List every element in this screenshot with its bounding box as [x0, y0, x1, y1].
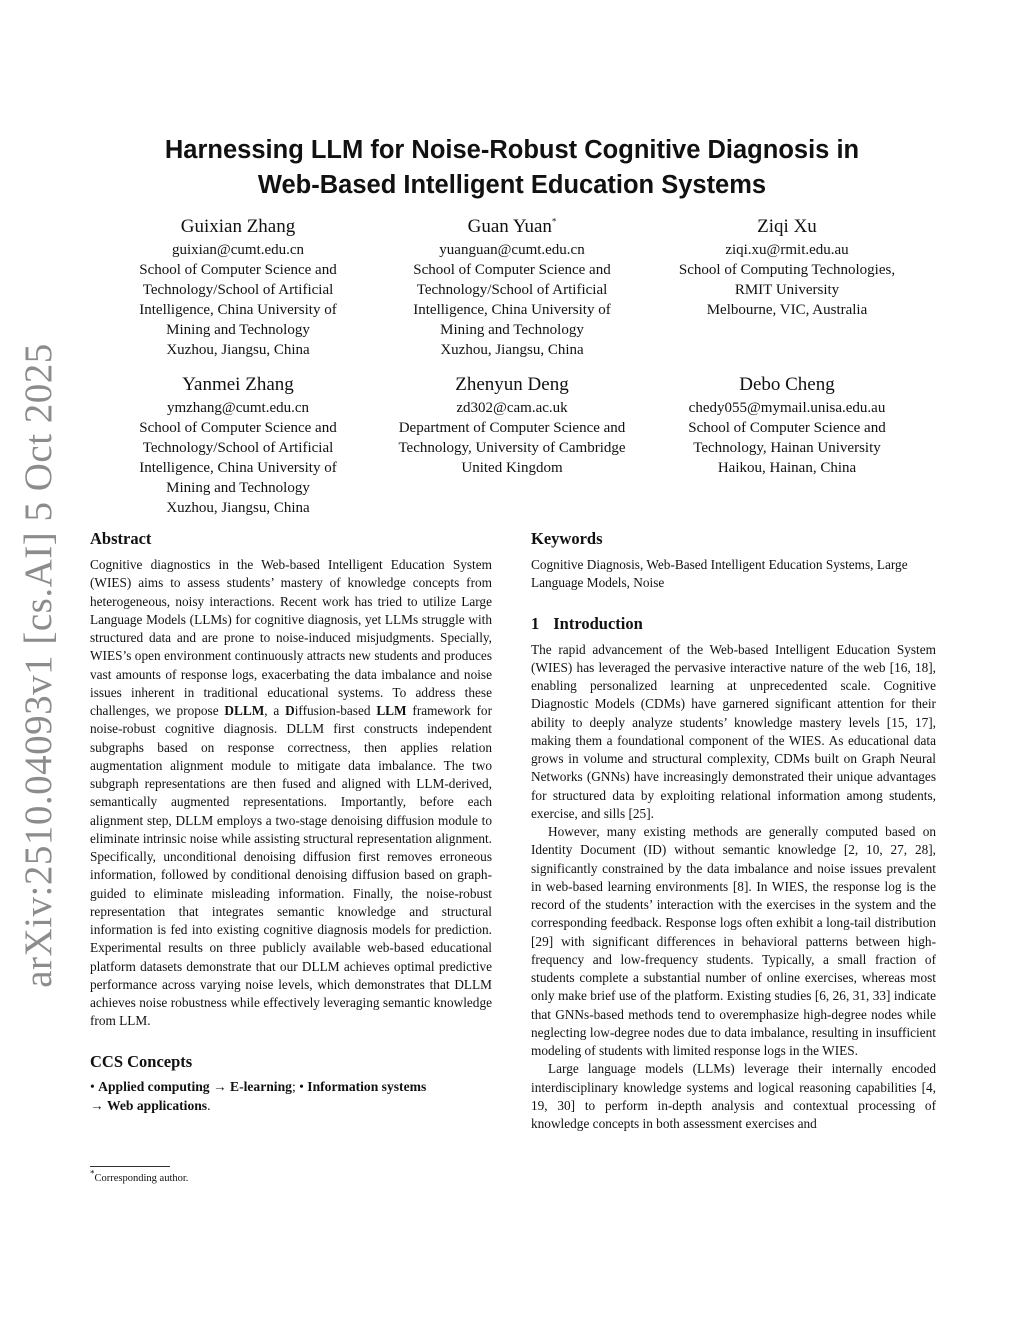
author-affiliation-line: School of Computer Science and [688, 420, 886, 436]
keywords-heading: Keywords [531, 529, 603, 548]
author-affiliation-line: Technology/School of Artificial [416, 282, 608, 298]
author-affiliation-line: Haikou, Hainan, China [717, 460, 857, 476]
author-affiliation-line: School of Computer Science and [139, 262, 337, 278]
author-block [367, 214, 657, 360]
abstract-text-part: , a [264, 703, 286, 718]
ccs-item: E-learning [230, 1078, 292, 1094]
author-affiliation-line: Technology, University of Cambridge [398, 440, 626, 456]
author-name [367, 214, 657, 240]
author-affiliation-line: United Kingdom [461, 460, 563, 476]
author-affiliation-line: School of Computer Science and [139, 420, 337, 436]
method-name-initial: D [285, 703, 295, 718]
author-name: Ziqi Xu [757, 216, 817, 237]
bullet: • [90, 1078, 95, 1094]
arxiv-identifier-text: arXiv:2510.04093v1 [cs.AI] 5 Oct 2025 [16, 342, 60, 988]
author-block [642, 372, 932, 478]
method-name-llm: LLM [376, 703, 407, 718]
ccs-concepts [90, 1077, 492, 1115]
author-email: chedy055@mymail.unisa.edu.au [688, 400, 886, 416]
title-line-2: Web-Based Intelligent Education Systems [257, 171, 767, 199]
author-email: zd302@cam.ac.uk [456, 400, 568, 416]
ccs-item: Web applications [107, 1097, 208, 1113]
author-affiliation-line: Technology/School of Artificial [142, 282, 334, 298]
author-affiliation-line: Intelligence, China University of [139, 460, 337, 476]
title-line-1: Harnessing LLM for Noise-Robust Cognitive Diagnosis in [164, 136, 860, 164]
author-affiliation-line: Xuzhou, Jiangsu, China [166, 500, 310, 516]
separator: ; [291, 1078, 296, 1094]
author-affiliation-line: Mining and Technology [166, 480, 310, 496]
intro-paragraph: The rapid advancement of the Web-based Intelligent Education System (WIES) has leveraged the pervasive interactive nature of the web [16, 18], enabling personalized learning at unprecedented scale. Cognitive Diagnostic Models (CDMs) have garnered significant attention for their ability to deeply analyze students’ knowledge mastery levels [15, 17], making them a foundational component of the WIES. As educational data grows in volume and structural complexity, CDMs built on Graph Neural Networks (GNNs) have increasingly demonstrated their unique advantages for structured data by exploiting relational information among students, exercise, and sills [25]. [531, 641, 936, 821]
author-email: ziqi.xu@rmit.edu.au [725, 242, 849, 258]
intro-paragraph: However, many existing methods are generally computed based on Identity Document (ID) without semantic knowledge [2, 10, 27, 28], significantly constrained by the data imbalance and noise issues prevalent in web-based learning environments [8]. In WIES, the response log is the record of the students’ interaction with the exercises in the system and the corresponding feedback. Response logs often exhibit a long-tail distribution [29] with significant differences in behavioral patterns between high-frequency and low-frequency students. Typically, a small fraction of students complete a substantial number of online exercises, whereas most only make brief use of the platform. Existing studies [6, 26, 31, 33] indicate that GNNs-based methods tend to overemphasize high-degree nodes while neglecting low-degree nodes due to data imbalance, resulting in insufficient modeling of students with limited response logs in the WIES. [531, 824, 936, 1058]
author-name: Yanmei Zhang [182, 374, 294, 395]
author-affiliation-line: RMIT University [734, 282, 840, 298]
bullet: • [299, 1078, 304, 1094]
abstract-text-part: framework for noise-robust cognitive diagnosis. DLLM first constructs independent subgraphs based on response correctness, then applies relation augmentation alignment module to mitigate data imbalance. The two subgraph representations are then fused and aligned with LLM-derived, semantically augmented representations. Importantly, before each alignment step, DLLM employs a two-stage denoising diffusion module to eliminate intrinsic noise while assisting structural representation alignment. Specifically, unconditional denoising diffusion first removes erroneous information, followed by conditional denoising diffusion based on graph-guided to eliminate misleading information. Finally, the noise-robust representation that integrates semantic knowledge and structural information is fed into existing cognitive diagnosis models for prediction. Experimental results on three publicly available web-based educational platform datasets demonstrate that our DLLM achieves optimal predictive performance across varying noise levels, which demonstrates that DLLM achieves noise robustness while effectively leveraging semantic knowledge from LLM. [90, 703, 493, 1029]
author-affiliation-line: School of Computer Science and [413, 262, 611, 278]
footnote-rule [90, 1166, 170, 1167]
corresponding-author-mark: * [551, 216, 557, 227]
period: . [207, 1097, 211, 1113]
author-email: guixian@cumt.edu.cn [171, 242, 305, 258]
paper-title [90, 133, 934, 203]
section-title: Introduction [553, 613, 643, 633]
author-affiliation-line: Mining and Technology [166, 322, 310, 338]
abstract-text-part: Cognitive diagnostics in the Web-based Intelligent Education System (WIES) aims to assess students’ mastery of knowledge concepts from heterogeneous, noisy interactions. Recent work has tried to utilize Large Language Models (LLMs) for cognitive diagnosis, yet LLMs struggle with structured data and are prone to noise-induced misjudgments. Specially, WIES’s open environment continuously attracts new students and produces vast amounts of response logs, exacerbating the data imbalance and noise issues inherent in traditional educational systems. To address these challenges, we propose [90, 557, 492, 718]
author-affiliation-line: Technology, Hainan University [693, 440, 881, 456]
author-name: Debo Cheng [739, 374, 835, 395]
author-block [93, 372, 383, 518]
author-name: Zhenyun Deng [455, 374, 569, 395]
introduction-heading [531, 613, 936, 635]
right-column [531, 528, 936, 1133]
footnote-text: Corresponding author. [94, 1173, 189, 1184]
section-number: 1 [531, 613, 540, 633]
author-name: Guixian Zhang [180, 216, 296, 237]
abstract-text-part: iffusion-based [294, 703, 377, 718]
author-affiliation-line: Xuzhou, Jiangsu, China [440, 342, 584, 358]
author-affiliation-line: Melbourne, VIC, Australia [706, 302, 868, 318]
intro-paragraph: Large language models (LLMs) leverage their internally encoded interdisciplinary knowledge systems and logical reasoning capabilities [4, 19, 30] to perform in-depth analysis and contextual processing of knowledge concepts in both assessment exercises and [531, 1061, 936, 1131]
author-affiliation-line: Technology/School of Artificial [142, 440, 334, 456]
arrow-icon: → [213, 1078, 227, 1094]
left-column [90, 528, 492, 1115]
footnote-mark: * [90, 1168, 95, 1179]
ccs-heading: CCS Concepts [90, 1051, 193, 1071]
author-affiliation-line: Mining and Technology [440, 322, 584, 338]
arrow-icon: → [90, 1097, 104, 1113]
ccs-item: Information systems [307, 1078, 427, 1094]
author-affiliation-line: Intelligence, China University of [413, 302, 611, 318]
author-email: yuanguan@cumt.edu.cn [439, 242, 585, 258]
author-block [93, 214, 383, 360]
arxiv-identifier [6, 342, 70, 988]
abstract-heading: Abstract [90, 529, 152, 548]
ccs-item: Applied computing [98, 1078, 210, 1094]
author-affiliation-line: School of Computing Technologies, [678, 262, 896, 278]
author-affiliation-line: Xuzhou, Jiangsu, China [166, 342, 310, 358]
author-block [642, 214, 932, 320]
author-affiliation-line: Intelligence, China University of [139, 302, 337, 318]
abstract-text [90, 556, 492, 1031]
author-affiliation-line: Department of Computer Science and [398, 420, 626, 436]
author-block [367, 372, 657, 478]
method-name: DLLM [224, 703, 265, 718]
footnote [90, 1168, 189, 1186]
author-name-text: Guan Yuan [467, 216, 552, 237]
keywords-text: Cognitive Diagnosis, Web-Based Intelligent Education Systems, Large Language Models, Noise [531, 557, 908, 591]
author-email: ymzhang@cumt.edu.cn [166, 400, 310, 416]
